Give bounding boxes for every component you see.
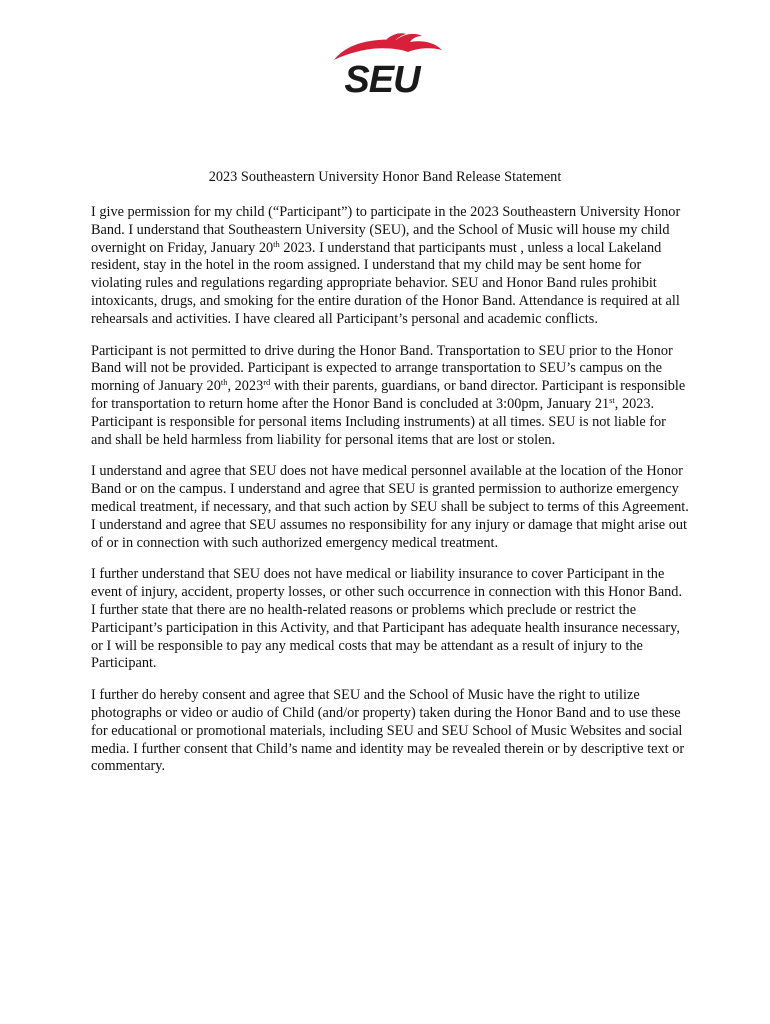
document-title: 2023 Southeastern University Honor Band Release Statement [208,169,562,185]
p2-text-c: with their parents, guardians, or band director. Participant is responsible for transportation to return home after the Honor Band is concluded at 3:00pm, January 21 [91,378,686,412]
document-body [91,204,689,790]
seu-logo-text: SEU [344,59,420,96]
paragraph-medical-personnel: I understand and agree that SEU does not have medical personnel available at the location of the Honor Band or on the campus. I understand and agree that SEU is granted permission to authorize emergency medical treatment, if necessary, and that such action by SEU shall be subject to terms of this Agreement. I understand and agree that SEU assumes no responsibility for any injury or damage that might arise out of or in connection with such authorized emergency medical treatment. [91,463,689,551]
p1-text-a: I give permission for my child (“Participant”) to participate in the 2023 Southeastern University Honor Band. I understand that Southeastern University (SEU), and the School of Music will house my child overnight on Friday, January 20 [91,204,681,256]
paragraph-media-consent: I further do hereby consent and agree that SEU and the School of Music have the right to utilize photographs or video or audio of Child (and/or property) taken during the Honor Band and to use these for educational or promotional materials, including SEU and SEU School of Music Websites and social media. I further consent that Child’s name and identity may be revealed therein or by descriptive text or commentary. [91,687,685,775]
flame-shape [334,34,442,60]
p1-text-b: 2023. I understand that participants must , unless a local Lakeland resident, stay in the hotel in the room assigned. I understand that my child may be sent home for violating rules and regulations regarding appropriate behavior. SEU and Honor Band rules prohibit intoxicants, drugs, and smoking for the entire duration of the Honor Band. Attendance is required at all rehearsals and activities. I have cleared all Participant’s personal and academic conflicts. [91,239,680,327]
p2-text-a: Participant is not permitted to drive during the Honor Band. Transportation to SEU prior to the Honor Band will not be provided. Participant is expected to arrange transportation to SEU’s campus on the morning of January 20 [91,342,673,395]
p2-sup-1: th [220,377,228,388]
p2-sup-3: st [609,394,615,405]
p2-text-d: , 2023. Participant is responsible for personal items Including instruments) at all times. SEU is not liable for and shall be held harmless from liability for personal items that are lost or stolen. [91,395,666,448]
paragraph-permission [91,204,689,329]
paragraph-transportation [91,343,689,450]
p2-sup-2: rd [263,377,271,388]
seu-logo [326,30,444,96]
p2-text-b: , 2023 [227,378,264,395]
seu-logo-graphic [326,30,444,96]
p1-sup-1: th [273,238,280,249]
paragraph-insurance: I further understand that SEU does not have medical or liability insurance to cover Participant in the event of injury, accident, property losses, or other such occurrence in connection with this Honor Band. I further state that there are no health-related reasons or problems which preclude or restrict the Participant’s participation in this Activity, and that Participant has adequate health insurance necessary, or I will be responsible to pay any medical costs that may be attendant as a result of injury to the Participant. [91,566,683,672]
